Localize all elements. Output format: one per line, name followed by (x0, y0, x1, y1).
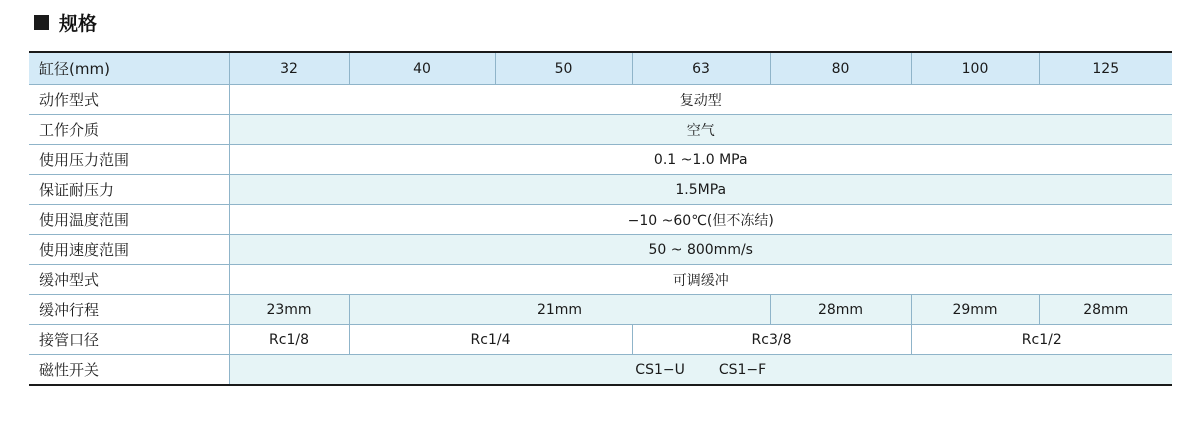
port-40-50: Rc1/4 (349, 325, 632, 355)
temperature-label: 使用温度范围 (29, 205, 229, 235)
port-100-125: Rc1/2 (911, 325, 1172, 355)
square-bullet-icon (34, 15, 49, 30)
stroke-125: 28mm (1039, 295, 1172, 325)
port-label: 接管口径 (29, 325, 229, 355)
medium-label: 工作介质 (29, 115, 229, 145)
table-row (29, 205, 1172, 235)
port-32: Rc1/8 (229, 325, 349, 355)
pressure-value: 0.1 ~1.0 MPa (229, 145, 1172, 175)
bore-32: 32 (229, 52, 349, 85)
spec-table (29, 51, 1172, 386)
bore-50: 50 (495, 52, 632, 85)
stroke-80: 28mm (770, 295, 911, 325)
action-value: 复动型 (229, 85, 1172, 115)
table-row (29, 145, 1172, 175)
table-row (29, 355, 1172, 386)
bore-63: 63 (632, 52, 770, 85)
table-row (29, 175, 1172, 205)
table-row (29, 85, 1172, 115)
section-title (34, 8, 97, 36)
speed-value: 50 ~ 800mm/s (229, 235, 1172, 265)
stroke-label: 缓冲行程 (29, 295, 229, 325)
stroke-100: 29mm (911, 295, 1039, 325)
table-header-row (29, 52, 1172, 85)
bore-80: 80 (770, 52, 911, 85)
medium-value: 空气 (229, 115, 1172, 145)
bore-40: 40 (349, 52, 495, 85)
pressure-label: 使用压力范围 (29, 145, 229, 175)
action-label: 动作型式 (29, 85, 229, 115)
table-row (29, 325, 1172, 355)
bore-125: 125 (1039, 52, 1172, 85)
switch-cs1-f: CS1−F (718, 361, 767, 378)
switch-value (229, 355, 1172, 386)
section-title-text: 规格 (59, 12, 98, 35)
table-row (29, 295, 1172, 325)
table-row (29, 115, 1172, 145)
temperature-value: −10 ~60℃(但不冻结) (229, 205, 1172, 235)
cushion-label: 缓冲型式 (29, 265, 229, 295)
speed-label: 使用速度范围 (29, 235, 229, 265)
proof-pressure-label: 保证耐压力 (29, 175, 229, 205)
stroke-40-63: 21mm (349, 295, 770, 325)
stroke-32: 23mm (229, 295, 349, 325)
proof-pressure-value: 1.5MPa (229, 175, 1172, 205)
table-row (29, 235, 1172, 265)
table-row (29, 265, 1172, 295)
bore-label: 缸径(mm) (29, 52, 229, 85)
bore-100: 100 (911, 52, 1039, 85)
switch-label: 磁性开关 (29, 355, 229, 386)
port-63-80: Rc3/8 (632, 325, 911, 355)
cushion-value: 可调缓冲 (229, 265, 1172, 295)
switch-cs1-u: CS1−U (635, 361, 685, 378)
